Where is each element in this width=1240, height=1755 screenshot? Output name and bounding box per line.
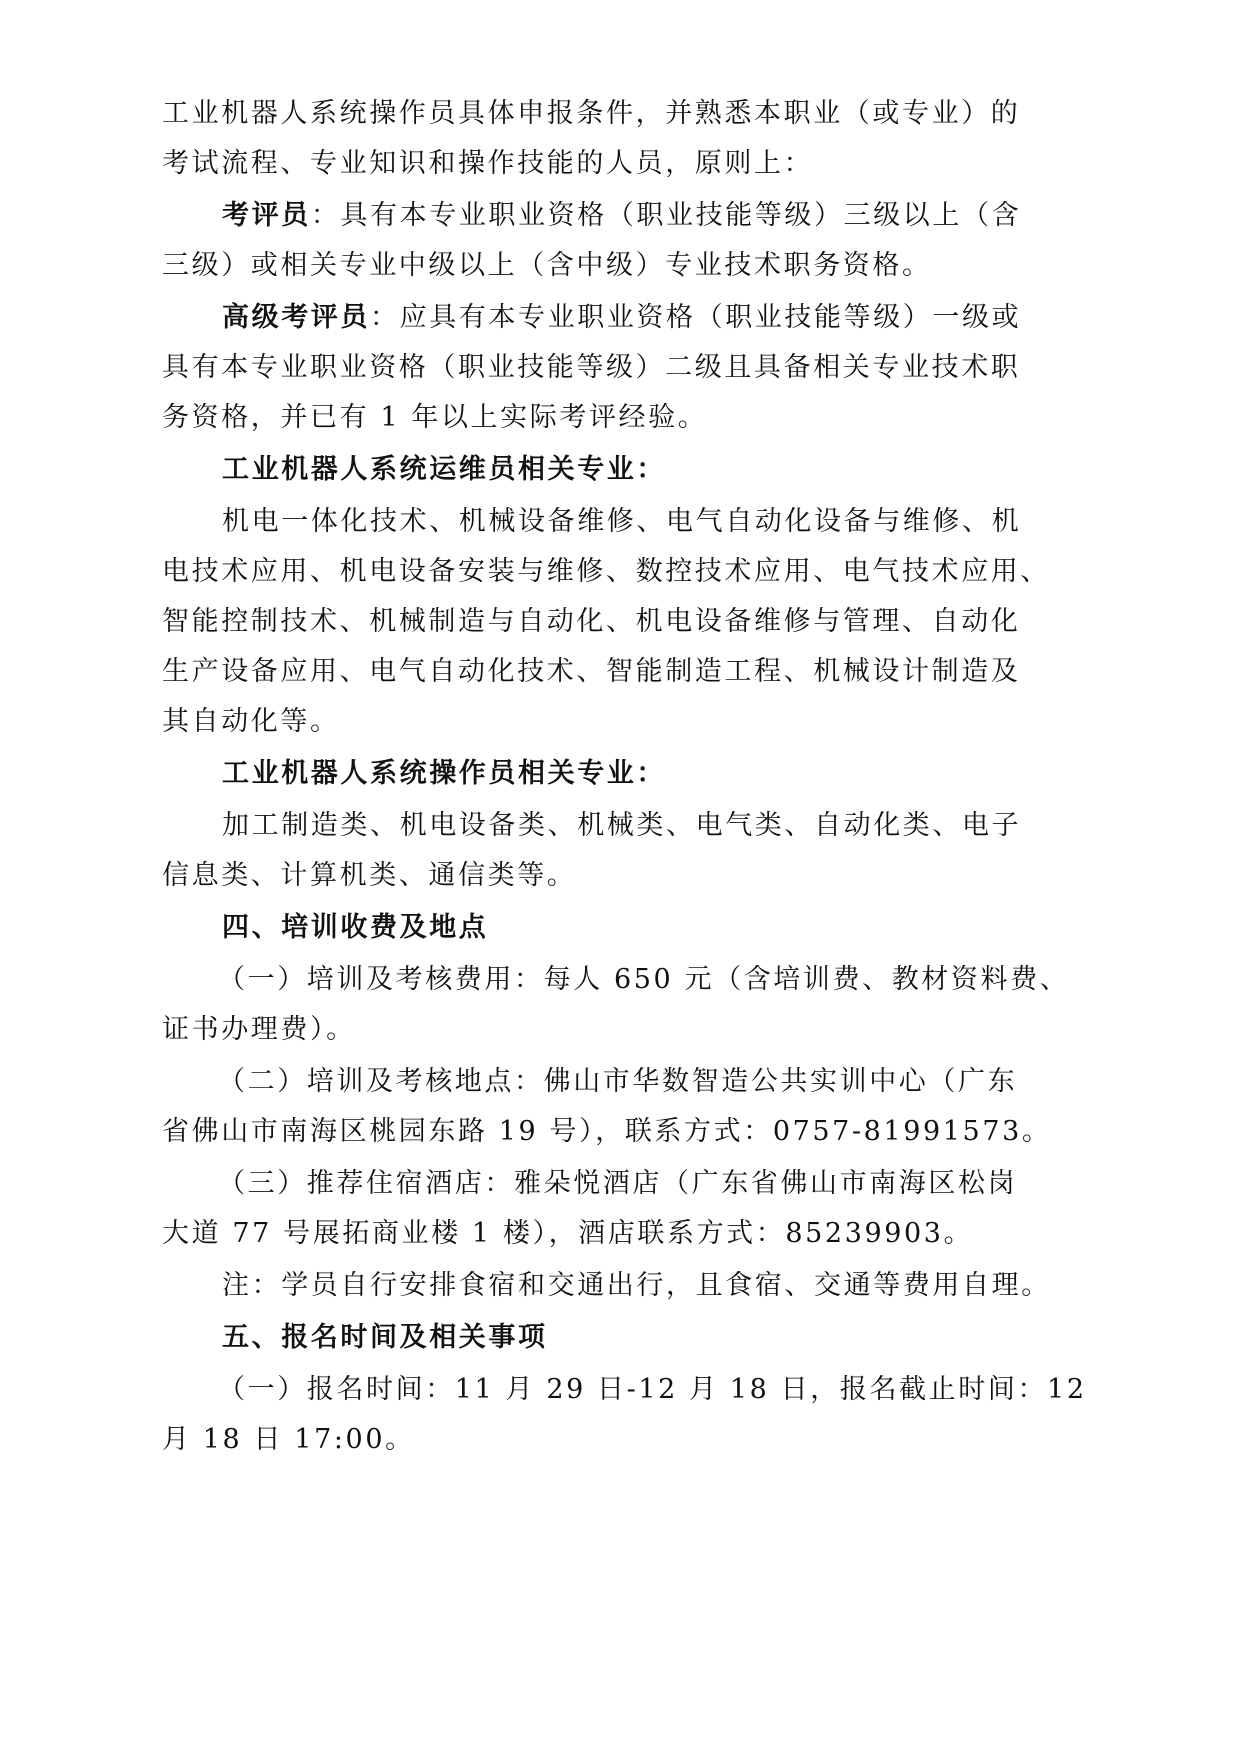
examiner-text: ：具有本专业职业资格（职业技能等级）三级以上（含 [310, 200, 1022, 231]
paragraph-line: 务资格，并已有 1 年以上实际考评经验。 [162, 402, 708, 433]
paragraph-line: （一）报名时间：11 月 29 日-12 月 18 日，报名截止时间：12 [218, 1374, 1087, 1405]
paragraph-line: 大道 77 号展拓商业楼 1 楼），酒店联系方式：85239903。 [162, 1218, 974, 1249]
section-heading-fees-location: 四、培训收费及地点 [222, 912, 489, 943]
senior-examiner-requirement [222, 298, 1021, 338]
paragraph-line: 省佛山市南海区桃园东路 19 号），联系方式：0757-81991573。 [162, 1116, 1052, 1147]
paragraph-line: 其自动化等。 [162, 706, 340, 737]
section-heading-operator-majors: 工业机器人系统操作员相关专业： [222, 758, 666, 789]
paragraph-line: 三级）或相关专业中级以上（含中级）专业技术职务资格。 [162, 250, 932, 281]
paragraph-line: 证书办理费）。 [162, 1014, 356, 1045]
paragraph-line: （二）培训及考核地点：佛山市华数智造公共实训中心（广东 [218, 1066, 1018, 1097]
senior-examiner-text: ：应具有本专业职业资格（职业技能等级）一级或 [370, 302, 1022, 333]
examiner-requirement [222, 196, 1021, 236]
paragraph-line: 智能控制技术、机械制造与自动化、机电设备维修与管理、自动化 [162, 606, 1021, 637]
paragraph-line: 加工制造类、机电设备类、机械类、电气类、自动化类、电子 [222, 810, 1022, 841]
paragraph-line: （三）推荐住宿酒店：雅朵悦酒店（广东省佛山市南海区松岗 [218, 1168, 1018, 1199]
paragraph-line: 考试流程、专业知识和操作技能的人员，原则上： [162, 148, 814, 179]
paragraph-line: 具有本专业职业资格（职业技能等级）二级且具备相关专业技术职 [162, 352, 1021, 383]
examiner-label: 考评员 [222, 200, 311, 231]
paragraph-line: （一）培训及考核费用：每人 650 元（含培训费、教材资料费、 [218, 964, 1070, 995]
paragraph-line: 信息类、计算机类、通信类等。 [162, 860, 577, 891]
section-heading-registration: 五、报名时间及相关事项 [222, 1322, 548, 1353]
paragraph-line: 工业机器人系统操作员具体申报条件，并熟悉本职业（或专业）的 [162, 98, 1021, 129]
senior-examiner-label: 高级考评员 [222, 302, 370, 333]
note-line: 注：学员自行安排食宿和交通出行，且食宿、交通等费用自理。 [222, 1270, 1051, 1301]
paragraph-line: 机电一体化技术、机械设备维修、电气自动化设备与维修、机 [222, 506, 1022, 537]
paragraph-line: 月 18 日 17:00。 [162, 1424, 415, 1455]
paragraph-line: 生产设备应用、电气自动化技术、智能制造工程、机械设计制造及 [162, 656, 1021, 687]
paragraph-line: 电技术应用、机电设备安装与维修、数控技术应用、电气技术应用、 [162, 556, 1050, 587]
section-heading-maintenance-majors: 工业机器人系统运维员相关专业： [222, 454, 666, 485]
